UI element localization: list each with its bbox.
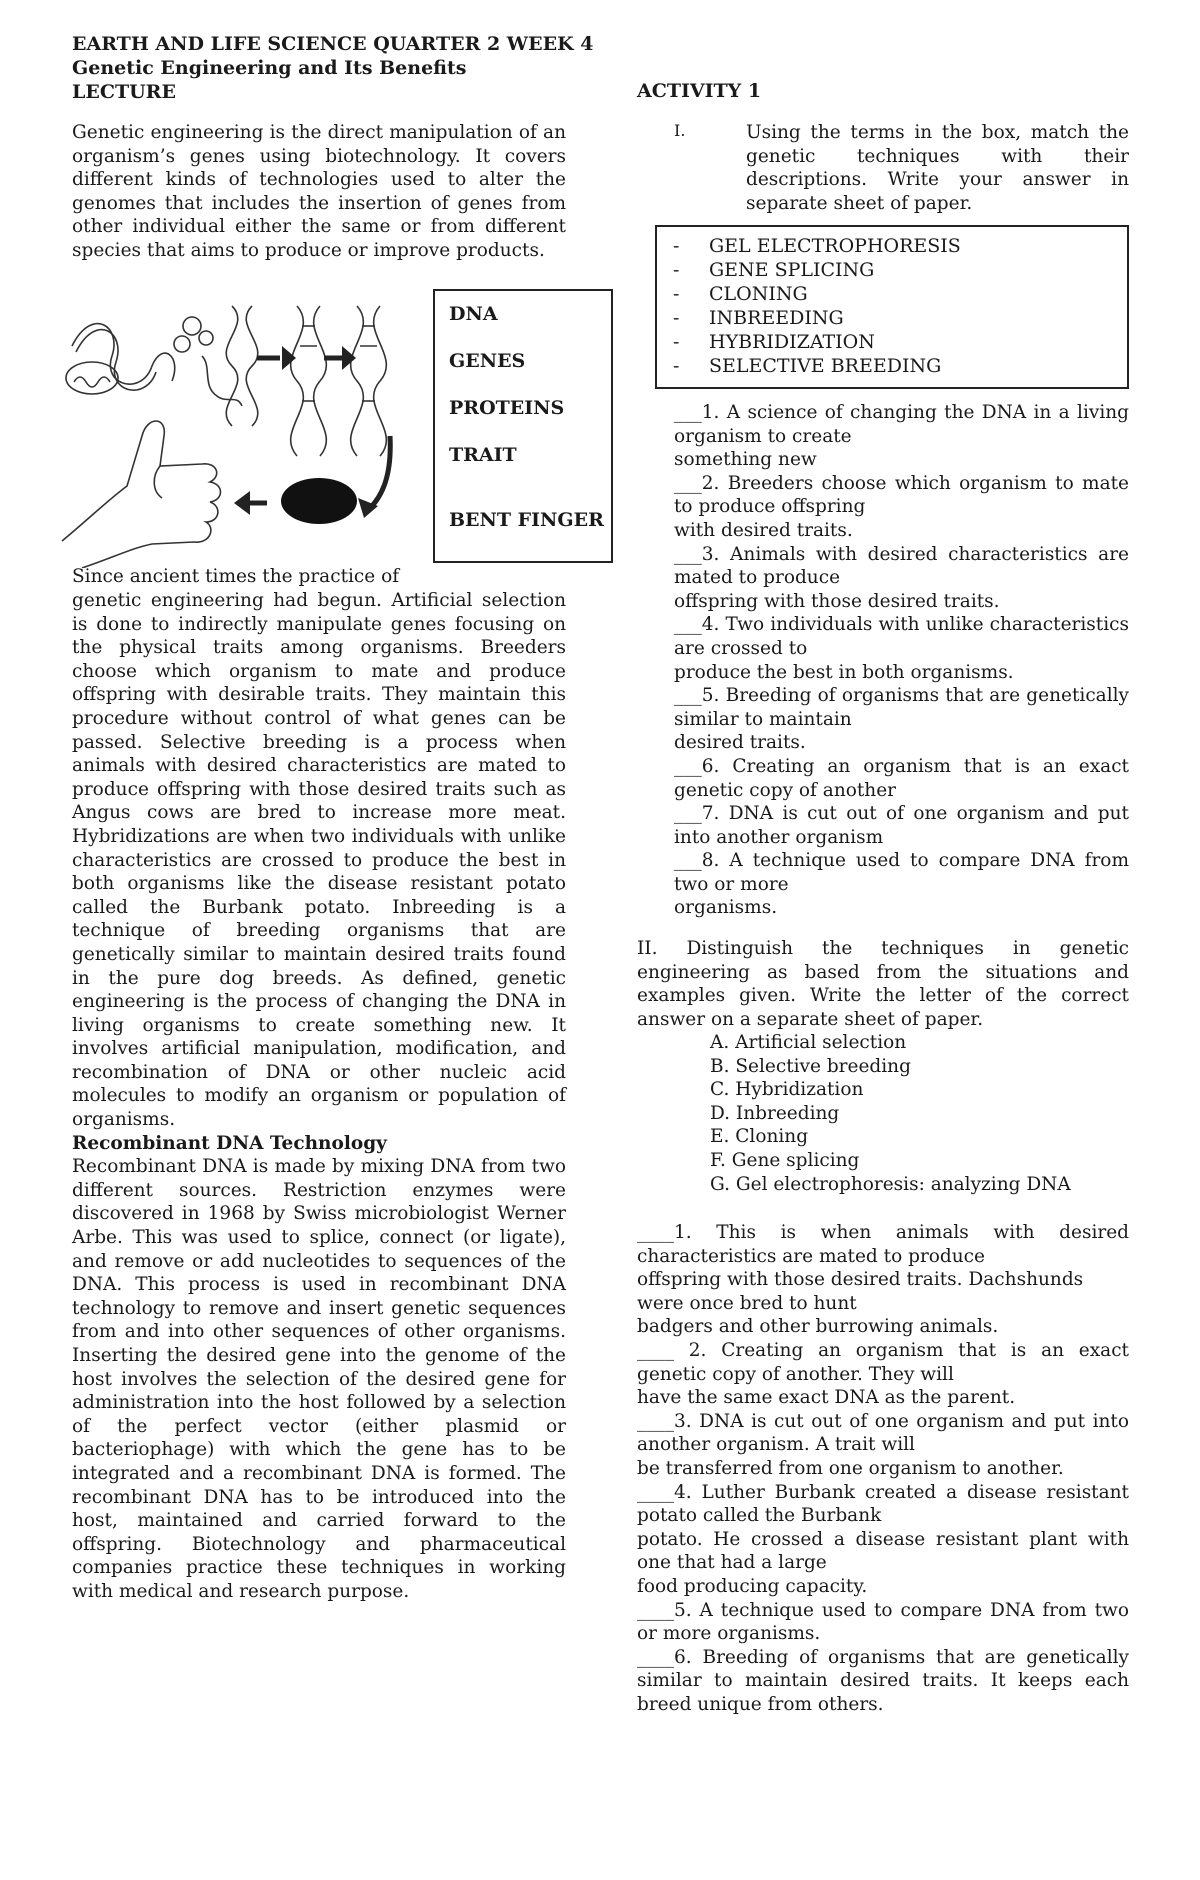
term-item: - CLONING <box>673 283 808 305</box>
term-label: CLONING <box>709 283 808 305</box>
lecture-intro-paragraph: Genetic engineering is the direct manipulation of an organism’s genes using biotechnology. It covers different kinds of technologies used to alter the genomes that includes the insertion of genes from other individual either the same or from different species that aims to produce or improve products. <box>72 122 566 261</box>
question-item: ___3. Animals with desired characteristics are mated to produce <box>674 543 1129 589</box>
part1-number: I. <box>674 121 686 140</box>
question-item-cont: produce the best in both organisms. <box>674 661 1014 683</box>
term-item: - GENE SPLICING <box>673 259 875 281</box>
dna-trait-flow-box <box>433 289 613 563</box>
part2-options <box>710 1031 1071 1196</box>
option-item: G. Gel electrophoresis: analyzing DNA <box>710 1173 1071 1195</box>
recombinant-dna-paragraph: Recombinant DNA is made by mixing DNA from two different sources. Restriction enzymes were discovered in 1968 by Swiss microbiologist Werner Arbe. This was used to splice, connect (or ligate), and remove or add nucleotides to sequences of the DNA. This process is used in recombinant DNA technology to remove and insert genetic sequences from and into other sequences of other organisms. Inserting the desired gene into the genome of the host involves the selection of the desired gene for administration into the host followed by a selection of the perfect vector (either plasmid or bacteriophage) with which the gene has to be integrated and a recombinant DNA is formed. The recombinant DNA has to be introduced into the host, maintained and carried forward to the offspring. Biotechnology and pharmaceutical companies practice these techniques in working with medical and research purpose. <box>72 1156 566 1602</box>
question-item-cont: with desired traits. <box>674 519 853 541</box>
option-item: E. Cloning <box>710 1126 809 1148</box>
terms-box <box>655 225 1129 389</box>
flow-label-trait: TRAIT <box>449 444 517 466</box>
term-label: GENE SPLICING <box>709 259 875 281</box>
option-item: C. Hybridization <box>710 1079 864 1101</box>
part2-questions <box>637 1221 1129 1716</box>
part2-instruction: II. Distinguish the techniques in genetic engineering as based from the situations and examples given. Write the letter of the correct answer on a separate sheet of paper. <box>637 938 1129 1030</box>
chromosome-coil <box>72 324 175 385</box>
question-item-cont: offspring with those desired traits. Dachshunds were once bred to hunt <box>637 1269 1084 1314</box>
question-item: ____6. Breeding of organisms that are genetically similar to maintain desired traits. It keeps each breed unique from others. <box>637 1646 1129 1715</box>
term-label: SELECTIVE BREEDING <box>709 355 942 377</box>
question-item: ___5. Breeding of organisms that are genetically similar to maintain <box>674 685 1129 730</box>
question-item-cont: organisms. <box>674 897 778 919</box>
term-item: - INBREEDING <box>673 307 844 329</box>
flow-label-bent-finger: BENT FINGER <box>449 509 604 531</box>
option-item: A. Artificial selection <box>710 1032 907 1053</box>
question-item: ___2. Breeders choose which organism to mate to produce offspring <box>674 472 1129 518</box>
term-item: - GEL ELECTROPHORESIS <box>673 235 961 257</box>
question-item-cont: have the same exact DNA as the parent. <box>637 1387 1016 1409</box>
protein-blob <box>281 478 357 524</box>
option-item: B. Selective breeding <box>710 1055 911 1077</box>
artificial-selection-paragraph: genetic engineering had begun. Artificial selection is done to indirectly manipulate genes focusing on the physical traits among organisms. Breeders choose which organism to mate and produce offspring with desirable traits. They maintain this procedure without control of what genes can be passed. Selective breeding is a process when animals with desired characteristics are mated to produce offspring with those desired traits such as Angus cows are bred to increase more meat. Hybridizations are when two individuals with unlike characteristics are crossed to produce the best in both organisms like the disease resistant potato called the Burbank potato. Inbreeding is a technique of breeding organisms that are genetically similar to maintain desired traits found in the pure dog breeds. As defined, genetic engineering is the process of changing the DNA in living organisms to create something new. It involves artificial manipulation, modification, and recombination of DNA or other nucleic acid molecules to modify an organism or population of organisms. <box>72 590 566 1131</box>
section-label-lecture: LECTURE <box>72 81 176 103</box>
option-item: D. Inbreeding <box>710 1102 840 1124</box>
flow-label-dna: DNA <box>449 303 498 325</box>
term-label: INBREEDING <box>709 307 844 329</box>
term-item: - HYBRIDIZATION <box>673 331 875 353</box>
part1-questions <box>674 401 1129 920</box>
document-header <box>72 32 632 104</box>
dna-to-trait-drawing <box>52 286 412 568</box>
question-item: ___1. A science of changing the DNA in a living organism to create <box>674 402 1129 447</box>
flow-label-genes: GENES <box>449 350 526 372</box>
activity-title: ACTIVITY 1 <box>637 80 762 102</box>
question-item-cont: something new <box>674 449 817 471</box>
term-label: GEL ELECTROPHORESIS <box>709 235 961 257</box>
lecture-body <box>72 589 566 1604</box>
term-label: HYBRIDIZATION <box>709 331 875 353</box>
question-item: ___8. A technique used to compare DNA from two or more <box>674 850 1129 895</box>
question-item-cont: potato. He crossed a disease resistant plant with one that had a large <box>637 1528 1129 1574</box>
question-item-cont: offspring with those desired traits. <box>674 590 1000 612</box>
question-item-cont: desired traits. <box>674 732 806 754</box>
recombinant-dna-heading: Recombinant DNA Technology <box>72 1132 387 1154</box>
question-item: ___4. Two individuals with unlike characteristics are crossed to <box>674 614 1129 659</box>
question-item-cont: badgers and other burrowing animals. <box>637 1316 999 1338</box>
term-item: - SELECTIVE BREEDING <box>673 355 942 377</box>
question-item: ____ 2. Creating an organism that is an exact genetic copy of another. They will <box>637 1339 1129 1385</box>
option-item: F. Gene splicing <box>710 1149 860 1171</box>
course-title: EARTH AND LIFE SCIENCE QUARTER 2 WEEK 4 <box>72 33 594 55</box>
part1-instruction: Using the terms in the box, match the genetic techniques with their descriptions. Write your answer in separate sheet of paper. <box>746 122 1129 214</box>
flow-label-proteins: PROTEINS <box>449 397 565 419</box>
question-item: ___7. DNA is cut out of one organism and put into another organism <box>674 803 1129 848</box>
ancient-times-first-line: Since ancient times the practice of <box>72 566 400 587</box>
question-item: ____4. Luther Burbank created a disease resistant potato called the Burbank <box>637 1481 1129 1527</box>
question-item-cont: food producing capacity. <box>637 1575 868 1597</box>
lesson-title: Genetic Engineering and Its Benefits <box>72 57 467 79</box>
question-item: ____5. A technique used to compare DNA from two or more organisms. <box>637 1599 1129 1645</box>
question-item-cont: be transferred from one organism to another. <box>637 1457 1064 1479</box>
question-item: ____1. This is when animals with desired characteristics are mated to produce <box>637 1222 1129 1267</box>
dna-to-trait-illustration <box>52 286 412 568</box>
thumb-hand-outline <box>62 421 221 568</box>
question-item: ____3. DNA is cut out of one organism and put into another organism. A trait will <box>637 1410 1129 1456</box>
question-item: ___6. Creating an organism that is an exact genetic copy of another <box>674 755 1129 801</box>
